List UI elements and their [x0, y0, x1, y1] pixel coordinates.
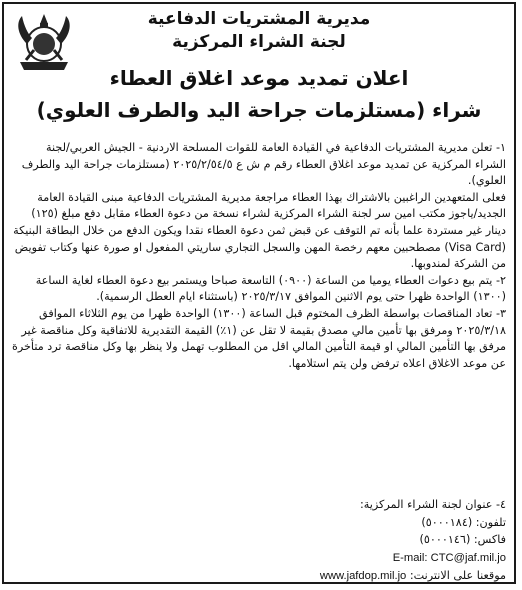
phone-number: تلفون: (٥٠٠٠١٨٤)	[421, 515, 506, 529]
email-line	[393, 552, 506, 564]
email-address[interactable]: CTC@jaf.mil.jo	[430, 551, 506, 564]
website-link[interactable]: www.jafdop.mil.jo	[319, 570, 407, 582]
fax-number: فاكس: (٥٠٠٠١٤٦)	[419, 533, 506, 546]
contact-block	[12, 496, 506, 586]
committee-title: لجنة الشراء المركزية	[172, 32, 346, 52]
directorate-title: مديرية المشتريات الدفاعية	[147, 9, 371, 29]
paragraph-4: ٣- تعاد المناقصات بواسطة الظرف المختوم قبل الساعة (١٣٠٠) الواحدة ظهرا من يوم الثلاثاء الموافق ٢٠٢٥/٣/١٨ ومرفق بها تأمين مالي مصدق بقيمة لا تقل عن (١٪) القيمة التقديرية للاتفاقية وكل مناقصة غير مرفق بها التأمين المالي او قيمة التأمين المالي اقل من المطلوب تهمل ولا ينظر بها وكل مناقصة ترد متأخرة عن موعد الاغلاق اعلاه ترفض ولن يتم استلامها.	[11, 306, 506, 370]
tender-subject-title: شراء (مستلزمات جراحة اليد والطرف العلوي)	[36, 98, 482, 122]
paragraph-1: ١- تعلن مديرية المشتريات الدفاعية في القيادة العامة للقوات المسلحة الاردنية - الجيش العربي/لجنة الشراء المركزية عن تمديد موعد اغلاق العطاء رقم م ش ع ٢٠٢٥/٢/٥٤/٥ (مستلزمات جراحة اليد والطرف العلوي).	[21, 141, 506, 188]
email-row	[12, 549, 506, 568]
military-crest-icon	[12, 10, 76, 74]
announcement-title: اعلان تمديد موعد اغلاق العطاء	[109, 66, 409, 90]
website-label: موقعنا على الانترنت:	[409, 569, 506, 582]
website-row	[12, 567, 506, 586]
email-label: E-mail:	[392, 551, 428, 564]
contact-title: ٤- عنوان لجنة الشراء المركزية:	[359, 498, 506, 511]
announcement-body	[12, 140, 506, 372]
header-block	[84, 8, 434, 54]
paragraph-3: ٢- يتم بيع دعوات العطاء يوميا من الساعة (٠٩٠٠) التاسعة صباحا ويستمر بيع دعوة العطاء لغاية الساعة (١٣٠٠) الواحدة ظهرا حتى يوم الاثنين الموافق ٢٠٢٥/٣/١٧ (باستثناء ايام العطل الرسمية).	[35, 273, 506, 304]
tender-advertisement	[2, 2, 516, 584]
paragraph-2: فعلى المتعهدين الراغبين بالاشتراك بهذا العطاء مراجعة مديرية المشتريات الدفاعية مبنى القيادة العامة الجديد/ياجوز مكتب امين سر لجنة الشراء المركزية لشراء نسخة من دعوة العطاء مقابل دفع مبلغ (١٢٥) دينار غير مستردة علما بأنه تم التوقف عن قبض ثمن دعوة العطاء نقدا ويكون الدفع من خلال البطاقة البنيكة (Visa Card) مصطحبين معهم رخصة المهن والسجل التجاري ساريتي المفعول او صورة عنها وكتاب تفويض من الشركة لمندوبها.	[13, 190, 506, 271]
